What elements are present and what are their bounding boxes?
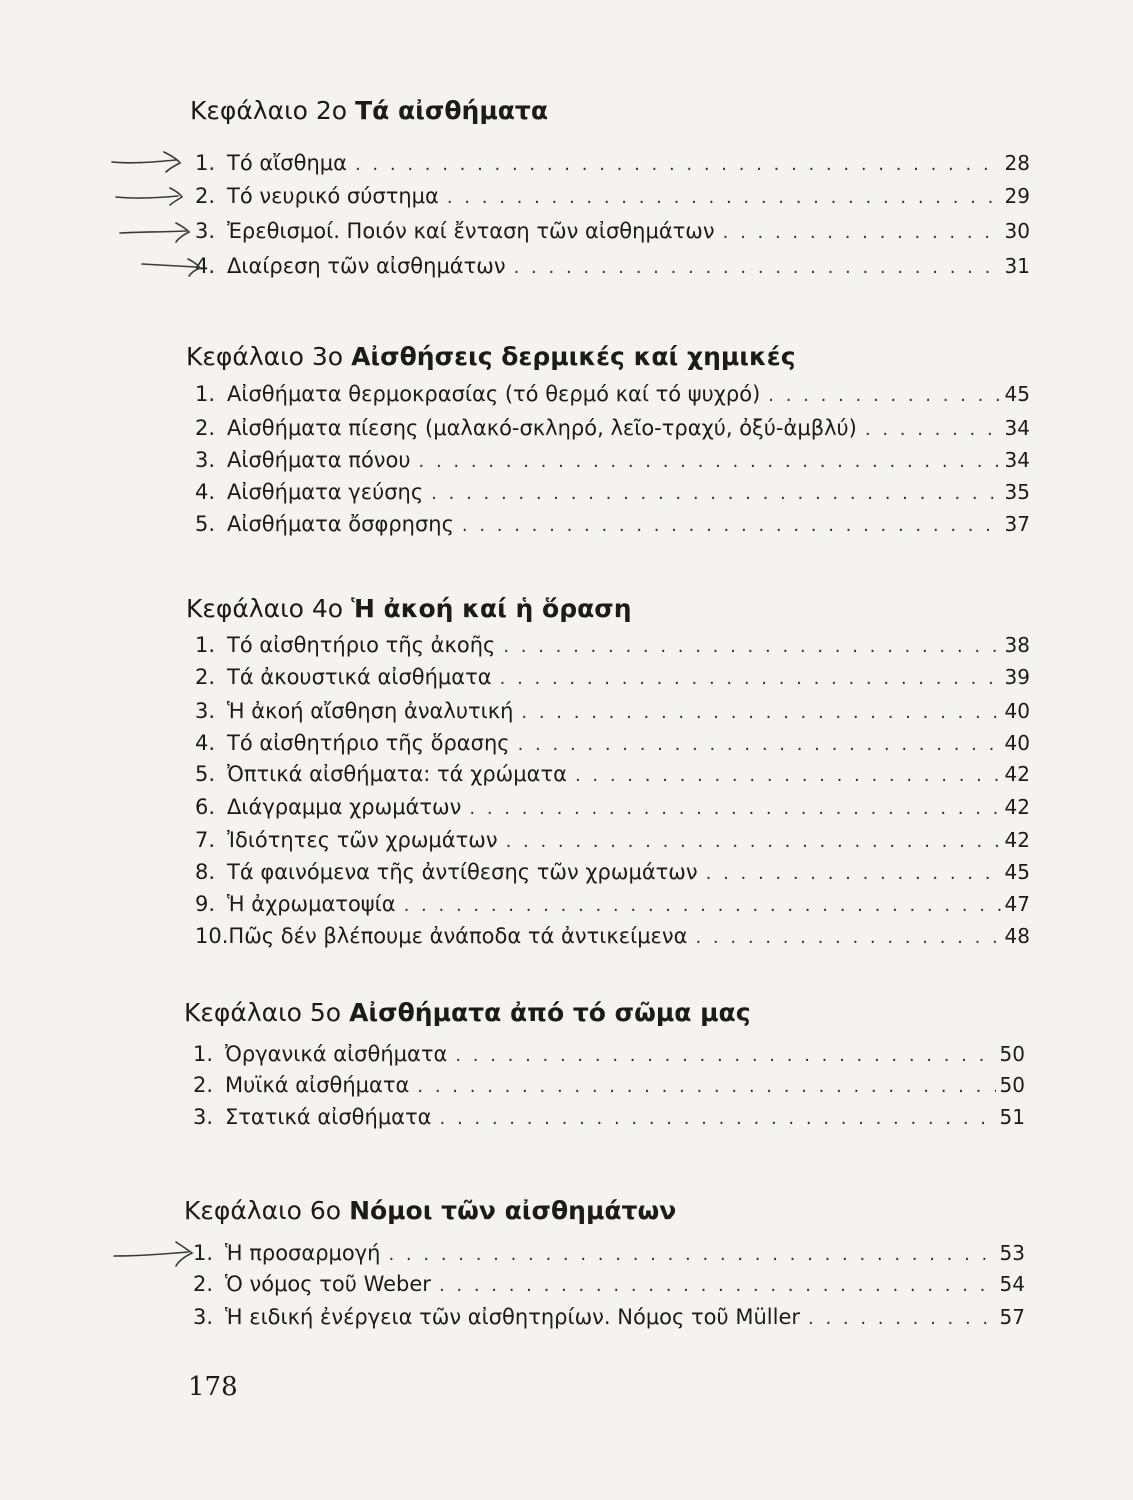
entry-page: 37 xyxy=(1004,512,1030,536)
entry-page: 34 xyxy=(1004,448,1030,472)
entry-title: Αἰσθήματα γεύσης xyxy=(227,480,424,504)
entry-page: 50 xyxy=(999,1042,1025,1066)
entry-title: Ἡ ἀχρωματοψία xyxy=(227,892,396,916)
entry-page: 31 xyxy=(1004,254,1030,278)
entry-page: 51 xyxy=(999,1105,1025,1129)
toc-entry[interactable] xyxy=(195,728,1030,760)
chapter-heading xyxy=(190,96,548,126)
entry-number: 2. xyxy=(195,416,216,440)
leader-dots xyxy=(695,923,1000,953)
toc-entry[interactable] xyxy=(195,662,1030,694)
entry-title: Τό αἴσθημα xyxy=(227,151,347,175)
toc-entry[interactable] xyxy=(195,630,1030,662)
entry-title: Ἰδιότητες τῶν χρωμάτων xyxy=(227,828,498,852)
chapter-label: Κεφάλαιο 3ο xyxy=(186,342,344,371)
entry-number: 7. xyxy=(195,828,216,852)
toc-entry[interactable] xyxy=(195,921,1030,953)
toc-entry[interactable] xyxy=(195,792,1030,824)
entry-number: 2. xyxy=(193,1272,214,1296)
entry-title: Ὀργανικά αἰσθήματα xyxy=(225,1042,448,1066)
entry-title: Διαίρεση τῶν αἰσθημάτων xyxy=(227,254,506,278)
entry-title: Μυϊκά αἰσθήματα xyxy=(225,1073,410,1097)
leader-dots xyxy=(440,1104,996,1134)
entry-title: Ἡ προσαρμογή xyxy=(225,1241,381,1265)
entry-page: 53 xyxy=(999,1241,1025,1265)
entry-number: 3. xyxy=(195,448,216,472)
entry-title: Αἰσθήματα θερμοκρασίας (τό θερμό καί τό ψυχρό) xyxy=(227,382,761,406)
entry-title: Στατικά αἰσθήματα xyxy=(225,1105,432,1129)
leader-dots xyxy=(455,1041,995,1071)
toc-entry[interactable] xyxy=(195,889,1030,921)
leader-dots xyxy=(419,447,1001,477)
toc-entry[interactable] xyxy=(195,477,1030,509)
toc-entry[interactable] xyxy=(193,1039,1025,1071)
leader-dots xyxy=(439,1271,996,1301)
leader-dots xyxy=(469,794,1000,824)
entry-page: 47 xyxy=(1004,892,1030,916)
chapter-title: Τά αἰσθήματα xyxy=(355,96,549,125)
chapter-heading xyxy=(186,594,632,624)
entry-page: 38 xyxy=(1004,633,1030,657)
entry-number: 2. xyxy=(195,665,216,689)
entry-title: Αἰσθήματα πόνου xyxy=(227,448,411,472)
leader-dots xyxy=(521,698,1000,728)
entry-title: Αἰσθήματα ὄσφρησης xyxy=(227,512,454,536)
entry-title: Αἰσθήματα πίεσης (μαλακό-σκληρό, λεῖο-τραχύ, ὀξύ-ἀμβλύ) xyxy=(227,416,857,440)
page-number: 178 xyxy=(188,1372,238,1402)
leader-dots xyxy=(447,183,1001,213)
entry-number: 3. xyxy=(195,219,216,243)
entry-number: 1. xyxy=(193,1042,214,1066)
entry-page: 45 xyxy=(1004,860,1030,884)
entry-page: 45 xyxy=(1004,382,1030,406)
entry-page: 28 xyxy=(1004,151,1030,175)
toc-entry[interactable] xyxy=(195,251,1030,283)
entry-page: 42 xyxy=(1004,828,1030,852)
entry-number: 3. xyxy=(193,1305,214,1329)
toc-entry[interactable] xyxy=(195,857,1030,889)
entry-number: 4. xyxy=(195,731,216,755)
entry-page: 40 xyxy=(1004,699,1030,723)
pencil-arrow-icon xyxy=(110,1236,205,1270)
entry-number: 2. xyxy=(195,184,216,208)
entry-number: 1. xyxy=(193,1241,214,1265)
toc-entry[interactable] xyxy=(195,216,1030,248)
entry-number: 1. xyxy=(195,382,216,406)
leader-dots xyxy=(808,1304,996,1334)
chapter-heading xyxy=(184,1196,676,1226)
leader-dots xyxy=(431,479,1000,509)
entry-number: 6. xyxy=(195,795,216,819)
entry-number: 5. xyxy=(195,762,216,786)
leader-dots xyxy=(462,511,1001,541)
toc-entry[interactable] xyxy=(195,379,1030,411)
chapter-title: Αἰσθήσεις δερμικές καί χημικές xyxy=(351,342,796,371)
entry-page: 48 xyxy=(1004,924,1030,948)
entry-page: 30 xyxy=(1004,219,1030,243)
entry-number: 1. xyxy=(195,151,216,175)
leader-dots xyxy=(506,827,1001,857)
entry-number: 4. xyxy=(195,254,216,278)
entry-page: 29 xyxy=(1004,184,1030,208)
leader-dots xyxy=(768,381,1000,411)
entry-page: 35 xyxy=(1004,480,1030,504)
entry-number: 10. xyxy=(195,924,229,948)
entry-title: Τά φαινόμενα τῆς ἀντίθεσης τῶν χρωμάτων xyxy=(227,860,698,884)
toc-entry[interactable] xyxy=(195,148,1030,180)
leader-dots xyxy=(355,150,1001,180)
entry-title: Τό αἰσθητήριο τῆς ἀκοῆς xyxy=(227,633,496,657)
entry-page: 34 xyxy=(1004,416,1030,440)
entry-page: 42 xyxy=(1004,795,1030,819)
entry-title: Ἡ ἀκοή αἴσθηση ἀναλυτική xyxy=(227,699,514,723)
entry-number: 8. xyxy=(195,860,216,884)
entry-number: 3. xyxy=(193,1105,214,1129)
entry-page: 39 xyxy=(1004,665,1030,689)
entry-title: Τά ἀκουστικά αἰσθήματα xyxy=(227,665,492,689)
leader-dots xyxy=(706,859,1001,889)
entry-page: 57 xyxy=(999,1305,1025,1329)
leader-dots xyxy=(417,1072,995,1102)
entry-page: 40 xyxy=(1004,731,1030,755)
entry-title: Ὀπτικά αἰσθήματα: τά χρώματα xyxy=(227,762,567,786)
leader-dots xyxy=(503,632,1000,662)
leader-dots xyxy=(575,761,1001,791)
entry-page: 50 xyxy=(999,1073,1025,1097)
chapter-heading xyxy=(186,342,796,372)
chapter-label: Κεφάλαιο 6ο xyxy=(184,1196,342,1225)
toc-entry[interactable] xyxy=(195,696,1030,728)
entry-title: Τό αἰσθητήριο τῆς ὅρασης xyxy=(227,731,510,755)
toc-entry[interactable] xyxy=(193,1238,1025,1270)
entry-number: 9. xyxy=(195,892,216,916)
chapter-label: Κεφάλαιο 4ο xyxy=(186,594,344,623)
toc-entry[interactable] xyxy=(193,1302,1025,1334)
entry-title: Ἡ ειδική ἐνέργεια τῶν αἰσθητηρίων. Νόμος τοῦ Müller xyxy=(225,1305,800,1329)
entry-title: Τό νευρικό σύστημα xyxy=(227,184,439,208)
toc-entry[interactable] xyxy=(195,825,1030,857)
toc-entry[interactable] xyxy=(193,1070,1025,1102)
entry-page: 54 xyxy=(999,1272,1025,1296)
leader-dots xyxy=(404,891,1001,921)
leader-dots xyxy=(518,730,1001,760)
chapter-title: Αἰσθήματα ἀπό τό σῶμα μας xyxy=(349,998,751,1027)
pencil-arrow-icon xyxy=(138,250,218,280)
entry-title: Ὁ νόμος τοῦ Weber xyxy=(225,1272,431,1296)
entry-title: Ἐρεθισμοί. Ποιόν καί ἔνταση τῶν αἰσθημάτων xyxy=(227,219,715,243)
pencil-arrow-icon xyxy=(112,180,202,210)
chapter-title: Νόμοι τῶν αἰσθημάτων xyxy=(349,1196,677,1225)
entry-number: 4. xyxy=(195,480,216,504)
entry-number: 3. xyxy=(195,699,216,723)
entry-number: 1. xyxy=(195,633,216,657)
entry-title: Διάγραμμα χρωμάτων xyxy=(227,795,462,819)
toc-entry[interactable] xyxy=(195,445,1030,477)
chapter-label: Κεφάλαιο 5ο xyxy=(184,998,342,1027)
entry-page: 42 xyxy=(1004,762,1030,786)
chapter-heading xyxy=(184,998,751,1028)
toc-entry[interactable] xyxy=(195,181,1030,213)
chapter-label: Κεφάλαιο 2ο xyxy=(190,96,348,125)
toc-entry[interactable] xyxy=(193,1102,1025,1134)
pencil-arrow-icon xyxy=(108,146,198,176)
chapter-title: Ἡ ἀκοή καί ἡ ὅραση xyxy=(351,594,632,623)
toc-entry[interactable] xyxy=(193,1269,1025,1301)
pencil-arrow-icon xyxy=(116,215,206,245)
entry-number: 5. xyxy=(195,512,216,536)
toc-entry[interactable] xyxy=(195,759,1030,791)
leader-dots xyxy=(514,253,1001,283)
leader-dots xyxy=(500,664,1001,694)
entry-title: Πῶς δέν βλέπουμε ἀνάποδα τά ἀντικείμενα xyxy=(228,924,688,948)
leader-dots xyxy=(388,1240,995,1270)
entry-number: 2. xyxy=(193,1073,214,1097)
toc-entry[interactable] xyxy=(195,509,1030,541)
toc-entry[interactable] xyxy=(195,413,1030,445)
leader-dots xyxy=(865,415,1001,445)
leader-dots xyxy=(723,218,1001,248)
